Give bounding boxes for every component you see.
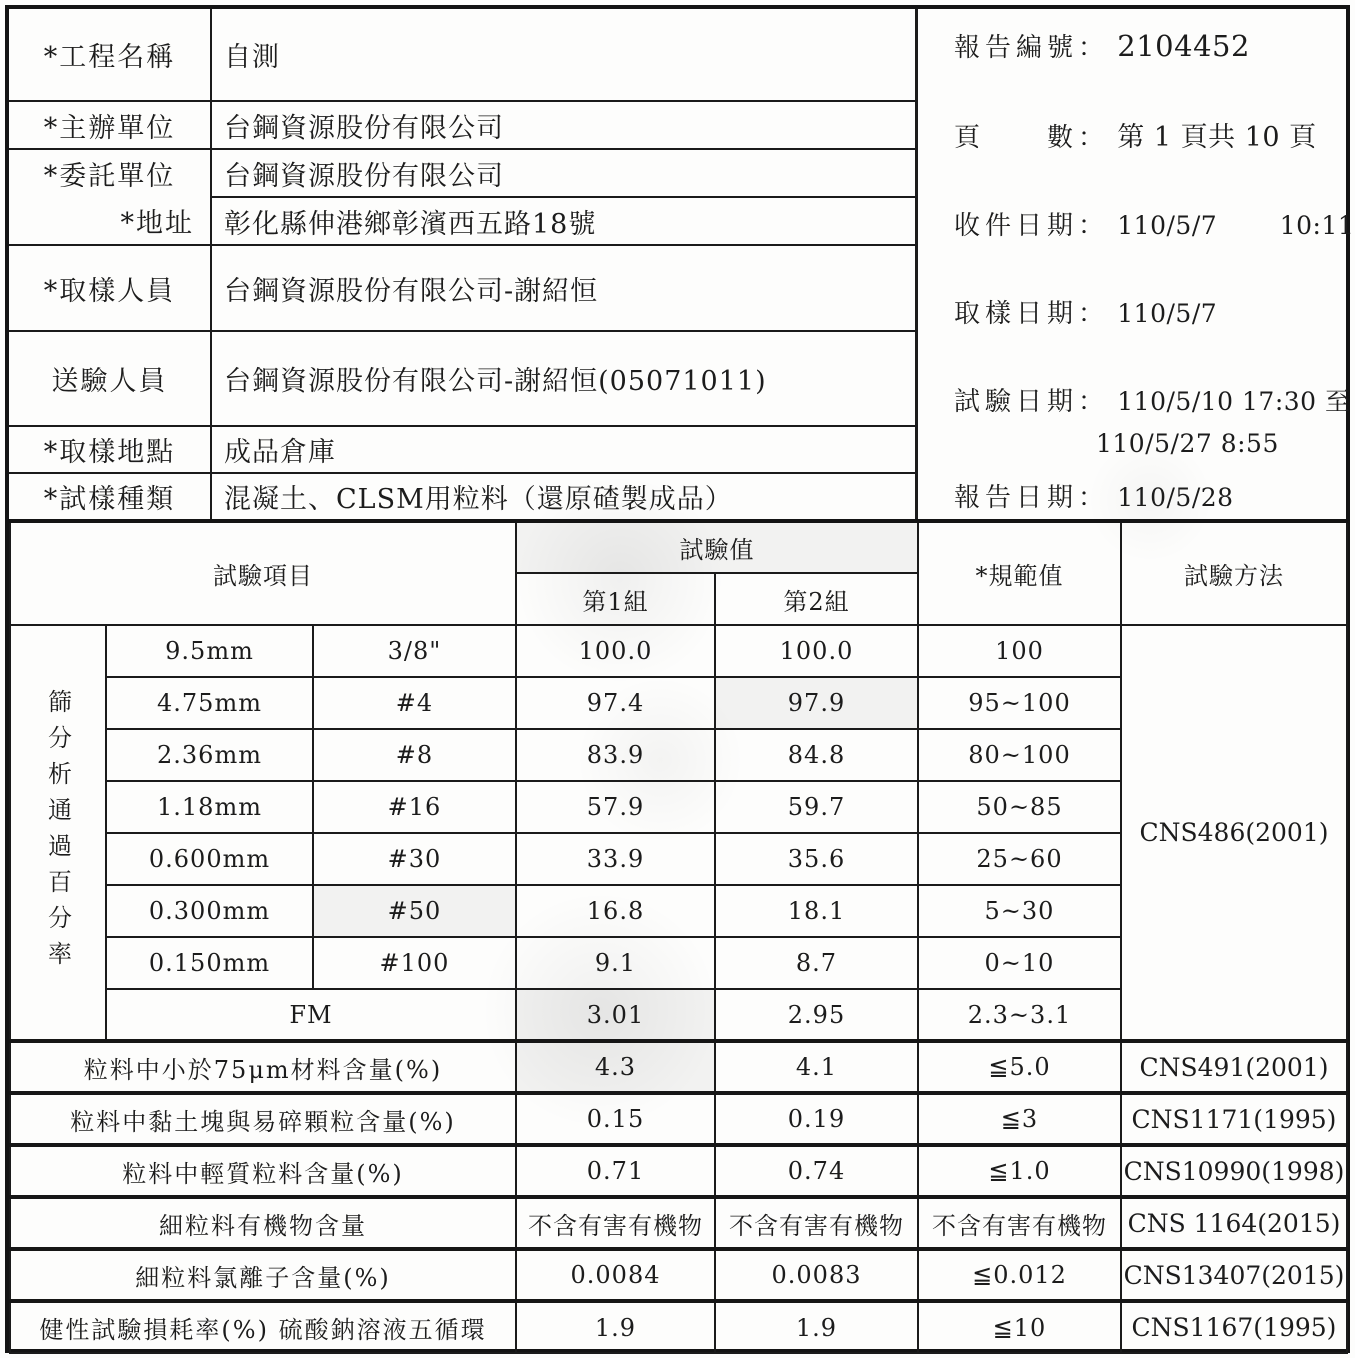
value-organizer: 台鋼資源股份有限公司 — [211, 101, 915, 149]
sieve-g2: 59.7 — [715, 781, 918, 833]
test-method: CNS 1164(2015) — [1121, 1197, 1347, 1249]
test-date-line — [954, 381, 1351, 418]
report-number-label: 報告編號： — [954, 33, 1110, 63]
value-submitter: 台鋼資源股份有限公司-謝紹恒(05071011) — [211, 331, 915, 426]
test-spec: ≦1.0 — [918, 1145, 1121, 1197]
test-date-continuation — [1096, 429, 1279, 458]
test-spec: 不含有害有機物 — [918, 1197, 1121, 1249]
sieve-g1: 33.9 — [516, 833, 715, 885]
sieve-size: 1.18mm — [106, 781, 313, 833]
sieve-row-0 — [10, 625, 1347, 677]
sieve-size: 0.150mm — [106, 937, 313, 989]
fm-label: FM — [106, 989, 516, 1041]
sieve-section-label: 篩分析通過百分率 — [10, 625, 106, 1041]
test-method: CNS13407(2015) — [1121, 1249, 1347, 1301]
row-sample-type — [9, 473, 915, 519]
sampling-date-label: 取樣日期： — [954, 299, 1110, 329]
label-address: *地址 — [120, 208, 194, 239]
row-sampling-location — [9, 426, 915, 473]
test-item: 健性試驗損耗率(%) 硫酸鈉溶液五循環 — [10, 1301, 516, 1353]
row-client — [9, 149, 915, 197]
label-sample-type: *試樣種類 — [9, 473, 211, 519]
sieve-g1: 9.1 — [516, 937, 715, 989]
header-spec: *規範值 — [918, 521, 1121, 625]
test-g2: 0.0083 — [715, 1249, 918, 1301]
row-project-name — [9, 9, 915, 101]
sieve-g1: 83.9 — [516, 729, 715, 781]
sieve-spec: 100 — [918, 625, 1121, 677]
report-frame — [5, 5, 1355, 1353]
value-sampler: 台鋼資源股份有限公司-謝紹恒 — [211, 245, 915, 331]
results-table — [9, 519, 1348, 1354]
sieve-size: 2.36mm — [106, 729, 313, 781]
label-sampler: *取樣人員 — [9, 245, 211, 331]
sieve-g2: 35.6 — [715, 833, 918, 885]
fm-spec: 2.3~3.1 — [918, 989, 1121, 1041]
page-count-label: 頁 數： — [954, 123, 1110, 153]
sieve-size: 0.600mm — [106, 833, 313, 885]
report-header-section — [9, 9, 1355, 519]
header-group-1: 第1組 — [516, 573, 715, 625]
header-test-value: 試驗值 — [516, 521, 918, 573]
sieve-g1: 16.8 — [516, 885, 715, 937]
sieve-g1: 57.9 — [516, 781, 715, 833]
test-g2: 0.74 — [715, 1145, 918, 1197]
test-spec: ≦0.012 — [918, 1249, 1121, 1301]
test-method: CNS491(2001) — [1121, 1041, 1347, 1093]
sieve-mesh: #4 — [313, 677, 516, 729]
fm-g2: 2.95 — [715, 989, 918, 1041]
test-date-value-1: 110/5/10 17:30 至 — [1117, 387, 1351, 416]
test-method: CNS1167(1995) — [1121, 1301, 1347, 1353]
sieve-g2: 8.7 — [715, 937, 918, 989]
test-row-chloride — [10, 1249, 1347, 1301]
sieve-size: 4.75mm — [106, 677, 313, 729]
sieve-g1: 97.4 — [516, 677, 715, 729]
received-date-label: 收件日期： — [954, 211, 1110, 241]
sieve-mesh: #16 — [313, 781, 516, 833]
test-g2: 0.19 — [715, 1093, 918, 1145]
sieve-spec: 50~85 — [918, 781, 1121, 833]
value-address: 彰化縣伸港鄉彰濱西五路18號 — [211, 197, 915, 245]
test-item: 粒料中輕質粒料含量(%) — [10, 1145, 516, 1197]
test-g1: 4.3 — [516, 1041, 715, 1093]
test-item: 細粒料有機物含量 — [10, 1197, 516, 1249]
test-item: 細粒料氯離子含量(%) — [10, 1249, 516, 1301]
sieve-spec: 5~30 — [918, 885, 1121, 937]
sieve-g2: 100.0 — [715, 625, 918, 677]
test-item: 粒料中小於75μm材料含量(%) — [10, 1041, 516, 1093]
page-count-value: 第 1 頁共 10 頁 — [1117, 122, 1317, 153]
sieve-g1: 100.0 — [516, 625, 715, 677]
test-g1: 1.9 — [516, 1301, 715, 1353]
report-info-panel — [915, 9, 1355, 519]
label-sampling-location: *取樣地點 — [9, 426, 211, 473]
sampling-date-value: 110/5/7 — [1117, 299, 1218, 328]
sampling-date-line — [954, 293, 1338, 330]
value-sample-type: 混凝土、CLSM用粒料（還原碴製成品） — [224, 484, 733, 515]
label-project-name: *工程名稱 — [9, 9, 211, 101]
value-project-name: 自測 — [211, 9, 915, 101]
test-g2: 1.9 — [715, 1301, 918, 1353]
test-g2: 4.1 — [715, 1041, 918, 1093]
sieve-g2: 18.1 — [715, 885, 918, 937]
row-submitter — [9, 331, 915, 426]
test-row-fines — [10, 1041, 1347, 1093]
value-sampling-location: 成品倉庫 — [211, 426, 915, 473]
label-client-address — [9, 149, 211, 245]
row-organizer — [9, 101, 915, 149]
test-g2: 不含有害有機物 — [715, 1197, 918, 1249]
sieve-method: CNS486(2001) — [1121, 625, 1347, 1041]
sieve-mesh: 3/8" — [313, 625, 516, 677]
test-row-organic — [10, 1197, 1347, 1249]
test-row-soundness — [10, 1301, 1347, 1353]
sieve-spec: 0~10 — [918, 937, 1121, 989]
test-spec: ≦3 — [918, 1093, 1121, 1145]
fm-g1: 3.01 — [516, 989, 715, 1041]
test-row-clay-lumps — [10, 1093, 1347, 1145]
test-date-label: 試驗日期： — [954, 387, 1110, 417]
sieve-mesh: #50 — [313, 885, 516, 937]
header-test-item: 試驗項目 — [10, 521, 516, 625]
client-address-labels — [9, 150, 210, 244]
test-spec: ≦10 — [918, 1301, 1121, 1353]
sieve-g2: 84.8 — [715, 729, 918, 781]
label-organizer: *主辦單位 — [9, 101, 211, 149]
sieve-mesh: #30 — [313, 833, 516, 885]
sieve-g2: 97.9 — [715, 677, 918, 729]
header-fields-table — [9, 9, 915, 519]
received-date-value: 110/5/7 — [1117, 211, 1218, 240]
report-date-line — [954, 477, 1338, 514]
test-row-lightweight — [10, 1145, 1347, 1197]
received-date-line — [954, 205, 1355, 242]
received-time-value: 10:11 — [1279, 211, 1355, 240]
label-client: *委託單位 — [43, 161, 176, 192]
page-count-line — [954, 115, 1338, 154]
value-client: 台鋼資源股份有限公司 — [211, 149, 915, 197]
test-method: CNS1171(1995) — [1121, 1093, 1347, 1145]
sieve-spec: 80~100 — [918, 729, 1121, 781]
table-header-row-1 — [10, 521, 1347, 573]
row-sampler — [9, 245, 915, 331]
header-method: 試驗方法 — [1121, 521, 1347, 625]
report-number-line — [954, 27, 1338, 64]
label-submitter: 送驗人員 — [9, 331, 211, 426]
report-date-label: 報告日期： — [954, 483, 1110, 513]
test-item: 粒料中黏土塊與易碎顆粒含量(%) — [10, 1093, 516, 1145]
test-spec: ≦5.0 — [918, 1041, 1121, 1093]
sieve-spec: 25~60 — [918, 833, 1121, 885]
test-date-value-2: 110/5/27 8:55 — [1096, 429, 1279, 458]
report-date-value: 110/5/28 — [1117, 483, 1234, 512]
test-method: CNS10990(1998) — [1121, 1145, 1347, 1197]
sieve-size: 0.300mm — [106, 885, 313, 937]
report-number-value: 2104452 — [1117, 29, 1250, 63]
test-g1: 0.15 — [516, 1093, 715, 1145]
test-g1: 不含有害有機物 — [516, 1197, 715, 1249]
test-g1: 0.71 — [516, 1145, 715, 1197]
header-group-2: 第2組 — [715, 573, 918, 625]
sieve-size: 9.5mm — [106, 625, 313, 677]
test-g1: 0.0084 — [516, 1249, 715, 1301]
sieve-mesh: #8 — [313, 729, 516, 781]
sieve-spec: 95~100 — [918, 677, 1121, 729]
sieve-mesh: #100 — [313, 937, 516, 989]
